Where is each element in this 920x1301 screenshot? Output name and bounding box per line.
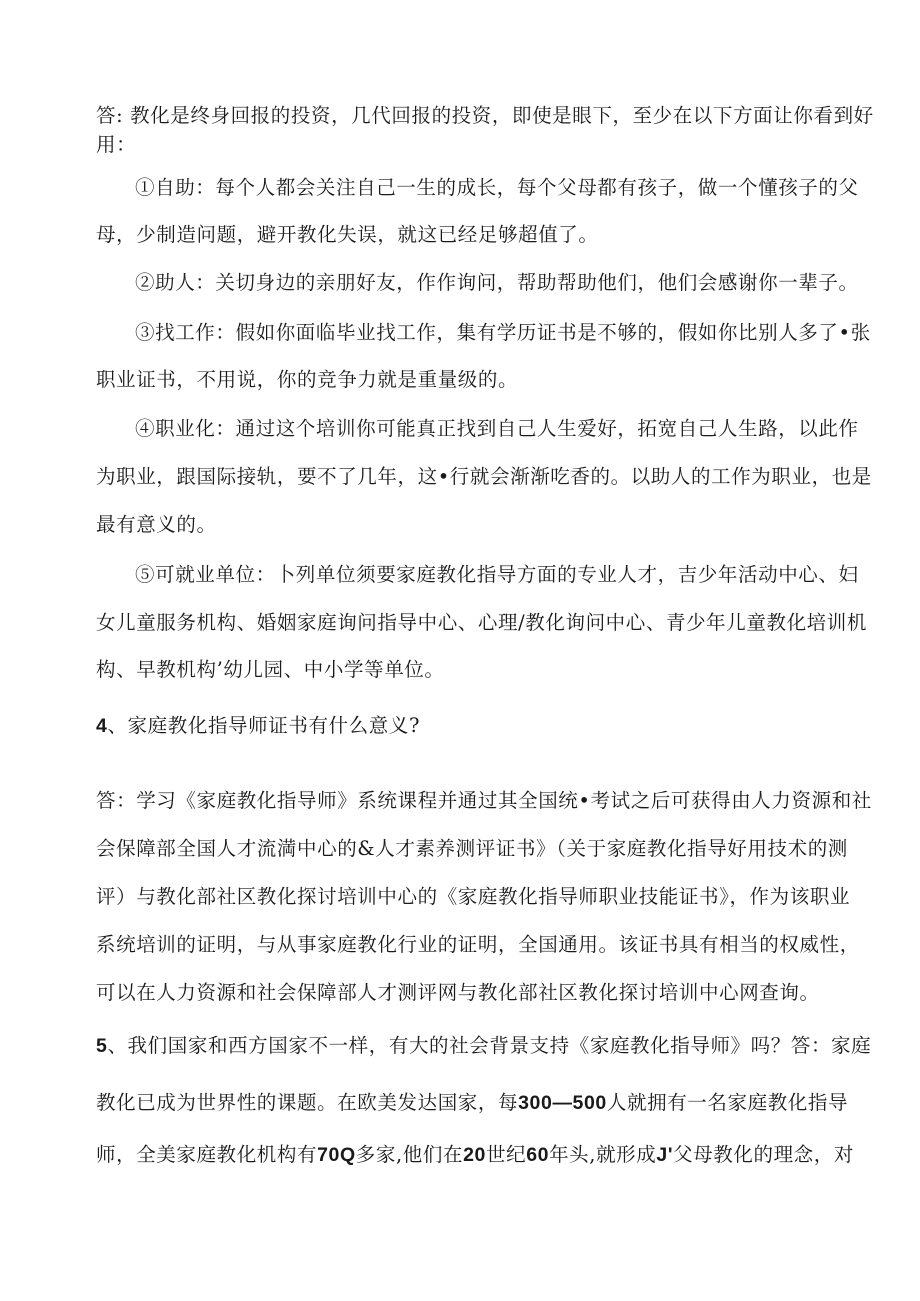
list-item-career: ④职业化：通过这个培训你可能真正找到自己人生爱好，拓宽自己人生路，以此作 bbox=[135, 417, 859, 440]
text-run: 师，全美家庭教化机构有 bbox=[96, 1143, 318, 1166]
question-text: 、家庭教化指导师证书有什么意义? bbox=[107, 714, 421, 737]
text-run: 年头,就形成 bbox=[549, 1143, 657, 1166]
question-text: 、我们国家和西方国家不一样，有大的社会背景支持《家庭教化指导师》吗？答：家庭 bbox=[107, 1034, 872, 1057]
number-run: 70Q bbox=[317, 1144, 356, 1166]
question-number: 5 bbox=[96, 1035, 108, 1057]
text-run: 世纪 bbox=[485, 1143, 527, 1166]
number-run: 20 bbox=[463, 1144, 486, 1166]
text-run: 教化已成为世界性的课题。在欧美发达国家，每 bbox=[96, 1091, 519, 1114]
paragraph-line: 构、早教机构’幼儿园、中小学等单位。 bbox=[96, 658, 445, 681]
list-item-self-help: ①自助：每个人都会关注自己一生的成长，每个父母都有孩子，做一个懂孩子的父 bbox=[135, 176, 859, 199]
number-run: J' bbox=[656, 1144, 674, 1166]
list-item-help-others: ②助人：关切身边的亲朋好友，作作询问，帮助帮助他们，他们会感谢你一辈子。 bbox=[135, 271, 859, 294]
text-run: 父母教化的理念，对 bbox=[673, 1143, 854, 1166]
paragraph-line: 用： bbox=[96, 133, 137, 156]
answer-line: 可以在人力资源和社会保障部人才测评网与教化部社区教化探讨培训中心网查询。 bbox=[96, 981, 820, 1004]
paragraph-line: 最有意义的。 bbox=[96, 513, 217, 536]
list-item-employers: ⑤可就业单位：卜列单位须要家庭教化指导方面的专业人才，吉少年活动中心、妇 bbox=[135, 563, 859, 586]
answer-line bbox=[96, 1142, 854, 1168]
question-number: 4 bbox=[96, 715, 108, 737]
answer-line: 评）与教化部社区教化探讨培训中心的《家庭教化指导师职业技能证书》，作为该职业 bbox=[96, 885, 851, 908]
text-run: 人就拥有一名家庭教化指导 bbox=[606, 1091, 849, 1114]
paragraph-line: 女儿童服务机构、婚姻家庭询问指导中心、心理/教化询问中心、青少年儿童教化培训机 bbox=[96, 611, 867, 634]
list-item-find-job: ③找工作：假如你面临毕业找工作，集有学历证书是不够的，假如你比别人多了•张 bbox=[135, 321, 871, 344]
paragraph-line: 职业证书，不用说，你的竞争力就是重量级的。 bbox=[96, 368, 519, 391]
answer-line bbox=[96, 1090, 848, 1116]
question-heading-5 bbox=[96, 1033, 871, 1059]
paragraph-line: 答: 教化是终身回报的投资，几代回报的投资，即使是眼下，至少在以下方面让你看到好 bbox=[96, 104, 874, 127]
paragraph-line: 母，少制造问题，避开教化失误，就这已经足够超值了。 bbox=[96, 223, 599, 246]
question-heading-4 bbox=[96, 713, 420, 739]
answer-line: 答：学习《家庭教化指导师》系统课程并通过其全国统•考试之后可获得由人力资源和社 bbox=[96, 789, 872, 812]
text-run: 多家,他们在 bbox=[355, 1143, 464, 1166]
number-run: 60 bbox=[526, 1144, 550, 1166]
paragraph-line: 为职业，跟国际接轨，要不了几年，这•行就会渐渐吃香的。以助人的工作为职业，也是 bbox=[96, 465, 872, 488]
answer-line: 系统培训的证明，与从事家庭教化行业的证明，全国通用。该证书具有相当的权威性， bbox=[96, 933, 860, 956]
answer-line: 会保障部全国人才流満中心的&人才素养测评证书》（关于家庭教化指导好用技术的测 bbox=[96, 837, 848, 860]
number-run: 300—500 bbox=[518, 1092, 607, 1114]
